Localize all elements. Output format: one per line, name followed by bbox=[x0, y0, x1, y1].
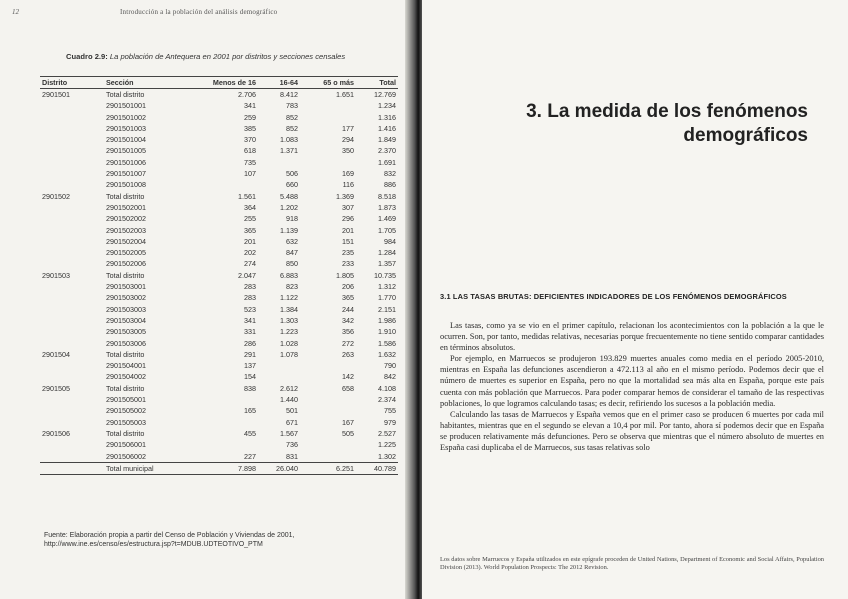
district-total-row bbox=[40, 89, 398, 101]
cell-distrito bbox=[40, 100, 104, 111]
left-page bbox=[0, 0, 412, 599]
cell-distrito: 2901502 bbox=[42, 191, 70, 201]
cell-65-mas: 1.651 bbox=[336, 90, 355, 99]
cell-menos-16: 2.047 bbox=[238, 270, 257, 280]
cell-65-mas: 151 bbox=[342, 236, 355, 246]
header-menos-16: Menos de 16 bbox=[182, 77, 258, 89]
cell-65-mas: 272 bbox=[342, 338, 355, 348]
cell-16-64: 823 bbox=[285, 282, 298, 292]
census-table-wrap bbox=[40, 76, 398, 475]
cell-65-mas bbox=[300, 100, 356, 111]
cell-distrito bbox=[40, 315, 104, 326]
cell-16-64: 2.612 bbox=[279, 383, 298, 393]
cell-menos-16: 385 bbox=[244, 123, 257, 133]
cell-total: 1.316 bbox=[378, 112, 396, 122]
cell-seccion: 2901502006 bbox=[106, 259, 146, 269]
cell-65-mas bbox=[300, 394, 356, 405]
cell-menos-16: 364 bbox=[244, 202, 257, 212]
cell-distrito bbox=[40, 168, 104, 179]
cell-seccion: 2901503002 bbox=[106, 293, 146, 303]
table-row bbox=[40, 405, 398, 416]
cell-distrito: 2901504 bbox=[42, 349, 70, 359]
grand-total-label: Total municipal bbox=[104, 462, 182, 474]
cell-seccion: 2901505001 bbox=[106, 395, 146, 405]
cell-65-mas: 356 bbox=[342, 327, 355, 337]
cell-seccion: 2901504002 bbox=[106, 372, 146, 382]
district-total-row bbox=[40, 428, 398, 439]
cell-menos-16: 286 bbox=[244, 338, 257, 348]
cell-menos-16 bbox=[182, 439, 258, 450]
cell-distrito bbox=[40, 371, 104, 382]
cell-total: 2.527 bbox=[378, 428, 396, 438]
cell-distrito bbox=[40, 360, 104, 371]
cell-65-mas: 233 bbox=[342, 259, 355, 269]
cell-16-64: 1.122 bbox=[279, 293, 298, 303]
cell-distrito bbox=[40, 225, 104, 236]
cell-distrito bbox=[40, 112, 104, 123]
table-header-row bbox=[40, 77, 398, 89]
cell-menos-16 bbox=[182, 179, 258, 190]
cell-65-mas: 263 bbox=[342, 349, 355, 359]
grand-total-blank bbox=[40, 462, 104, 474]
cell-seccion: 2901503006 bbox=[106, 338, 146, 348]
cell-16-64: 660 bbox=[285, 180, 298, 190]
header-distrito: Distrito bbox=[40, 77, 104, 89]
cell-65-mas: 294 bbox=[342, 135, 355, 145]
cell-65-mas: 296 bbox=[342, 214, 355, 224]
cell-menos-16 bbox=[182, 417, 258, 428]
table-row bbox=[40, 371, 398, 382]
table-row bbox=[40, 112, 398, 123]
cell-menos-16: 227 bbox=[244, 451, 257, 461]
cell-16-64 bbox=[258, 371, 300, 382]
cell-seccion: 2901502003 bbox=[106, 225, 146, 235]
grand-total-16-64: 26.040 bbox=[258, 462, 300, 474]
cell-16-64: 1.384 bbox=[279, 304, 298, 314]
cell-65-mas: 142 bbox=[342, 372, 355, 382]
cell-total: 832 bbox=[384, 169, 396, 179]
cell-65-mas: 342 bbox=[342, 315, 355, 325]
cell-menos-16: 283 bbox=[244, 293, 257, 303]
cell-65-mas bbox=[300, 405, 356, 416]
chapter-title bbox=[526, 100, 808, 148]
cell-65-mas: 201 bbox=[342, 225, 355, 235]
header-total: Total bbox=[356, 77, 398, 89]
cell-seccion: Total distrito bbox=[106, 90, 145, 99]
cell-distrito bbox=[40, 134, 104, 145]
cell-total: 8.518 bbox=[378, 191, 396, 201]
cell-total: 1.849 bbox=[378, 135, 396, 145]
cell-distrito bbox=[40, 326, 104, 337]
cell-16-64: 1.078 bbox=[279, 349, 298, 359]
cell-menos-16: 165 bbox=[244, 406, 257, 416]
body-text bbox=[440, 320, 824, 453]
cell-menos-16: 283 bbox=[244, 282, 257, 292]
cell-seccion: 2901506002 bbox=[106, 451, 146, 461]
cell-seccion: 2901505003 bbox=[106, 417, 146, 427]
cell-16-64: 831 bbox=[285, 451, 298, 461]
cell-total: 842 bbox=[384, 372, 396, 382]
cell-16-64: 1.303 bbox=[279, 315, 298, 325]
cell-distrito bbox=[40, 439, 104, 450]
cell-seccion: 2901503005 bbox=[106, 327, 146, 337]
cell-65-mas: 177 bbox=[342, 123, 355, 133]
cell-distrito bbox=[40, 292, 104, 303]
cell-16-64: 847 bbox=[285, 248, 298, 258]
cell-menos-16: 274 bbox=[244, 259, 257, 269]
cell-distrito bbox=[40, 213, 104, 224]
cell-seccion: Total distrito bbox=[106, 191, 145, 201]
grand-total-65-mas: 6.251 bbox=[300, 462, 356, 474]
cell-distrito bbox=[40, 123, 104, 134]
cell-menos-16: 154 bbox=[244, 372, 257, 382]
table-caption bbox=[66, 52, 345, 61]
table-row bbox=[40, 134, 398, 145]
cell-menos-16: 259 bbox=[244, 112, 257, 122]
cell-65-mas: 206 bbox=[342, 282, 355, 292]
cell-65-mas: 235 bbox=[342, 248, 355, 258]
table-row bbox=[40, 417, 398, 428]
cell-total: 1.416 bbox=[378, 123, 396, 133]
cell-16-64: 1.139 bbox=[279, 225, 298, 235]
district-total-row bbox=[40, 270, 398, 281]
cell-65-mas bbox=[300, 439, 356, 450]
cell-16-64: 850 bbox=[285, 259, 298, 269]
cell-seccion: 2901501006 bbox=[106, 157, 146, 167]
cell-menos-16: 618 bbox=[244, 146, 257, 156]
cell-seccion: Total distrito bbox=[106, 383, 145, 393]
cell-65-mas: 244 bbox=[342, 304, 355, 314]
cell-seccion: 2901504001 bbox=[106, 361, 146, 371]
table-row bbox=[40, 213, 398, 224]
cell-16-64: 918 bbox=[285, 214, 298, 224]
cell-distrito: 2901506 bbox=[42, 428, 70, 438]
cell-65-mas bbox=[300, 157, 356, 168]
cell-menos-16: 107 bbox=[244, 169, 257, 179]
cell-total: 1.302 bbox=[378, 451, 396, 461]
cell-distrito: 2901503 bbox=[42, 270, 70, 280]
cell-menos-16: 341 bbox=[244, 101, 257, 111]
cell-menos-16: 255 bbox=[244, 214, 257, 224]
cell-16-64: 852 bbox=[285, 123, 298, 133]
cell-65-mas: 169 bbox=[342, 169, 355, 179]
cell-total: 1.357 bbox=[378, 259, 396, 269]
cell-seccion: 2901506001 bbox=[106, 440, 146, 450]
cell-total: 1.873 bbox=[378, 202, 396, 212]
cell-distrito bbox=[40, 179, 104, 190]
cell-65-mas bbox=[300, 360, 356, 371]
cell-16-64: 8.412 bbox=[279, 90, 298, 99]
cell-seccion: 2901501002 bbox=[106, 112, 146, 122]
cell-menos-16: 201 bbox=[244, 236, 257, 246]
cell-menos-16 bbox=[182, 394, 258, 405]
cell-seccion: Total distrito bbox=[106, 349, 145, 359]
cell-total: 1.632 bbox=[378, 349, 396, 359]
cell-total: 1.586 bbox=[378, 338, 396, 348]
paragraph: Las tasas, como ya se vio en el primer capítulo, relacionan los acontecimientos con la población a la que le ocurren. Son, por tanto, medidas relativas, necesarias porque frecuentemente no tiene sentido comparar cantidades en términos absolutos. bbox=[440, 321, 824, 353]
table-row bbox=[40, 247, 398, 258]
cell-menos-16: 331 bbox=[244, 327, 257, 337]
cell-total: 755 bbox=[384, 406, 396, 416]
cell-seccion: 2901503001 bbox=[106, 282, 146, 292]
table-row bbox=[40, 168, 398, 179]
district-total-row bbox=[40, 349, 398, 360]
cell-16-64: 632 bbox=[285, 236, 298, 246]
cell-menos-16: 291 bbox=[244, 349, 257, 359]
cell-total: 2.374 bbox=[378, 395, 396, 405]
table-row bbox=[40, 145, 398, 156]
cell-menos-16: 341 bbox=[244, 315, 257, 325]
table-row bbox=[40, 258, 398, 269]
source-note: Fuente: Elaboración propia a partir del Censo de Población y Viviendas de 2001, http://www.ine.es/censo/es/estructura.jsp?t=MDUB.UDTEOTIVO_PTM bbox=[44, 532, 295, 548]
cell-65-mas: 116 bbox=[342, 180, 355, 190]
cell-total: 1.770 bbox=[378, 293, 396, 303]
cell-65-mas: 505 bbox=[342, 428, 355, 438]
table-row bbox=[40, 439, 398, 450]
header-65-mas: 65 o más bbox=[300, 77, 356, 89]
cell-total: 1.234 bbox=[378, 101, 396, 111]
cell-16-64: 1.083 bbox=[279, 135, 298, 145]
cell-16-64: 506 bbox=[285, 169, 298, 179]
table-row bbox=[40, 123, 398, 134]
cell-65-mas: 1.805 bbox=[336, 270, 355, 280]
cell-distrito bbox=[40, 405, 104, 416]
table-row bbox=[40, 281, 398, 292]
grand-total-total: 40.789 bbox=[356, 462, 398, 474]
census-table-body bbox=[40, 89, 398, 463]
cell-seccion: Total distrito bbox=[106, 428, 145, 438]
cell-seccion: 2901505002 bbox=[106, 406, 146, 416]
header-seccion: Sección bbox=[104, 77, 182, 89]
cell-seccion: 2901502005 bbox=[106, 248, 146, 258]
cell-total: 1.910 bbox=[378, 327, 396, 337]
cell-16-64: 1.028 bbox=[279, 338, 298, 348]
cell-menos-16: 455 bbox=[244, 428, 257, 438]
census-table bbox=[40, 76, 398, 475]
table-row bbox=[40, 100, 398, 111]
cell-seccion: 2901503003 bbox=[106, 304, 146, 314]
cell-distrito bbox=[40, 281, 104, 292]
cell-distrito bbox=[40, 394, 104, 405]
cell-menos-16: 2.706 bbox=[238, 90, 257, 99]
grand-total-row bbox=[40, 462, 398, 474]
cell-menos-16: 838 bbox=[244, 383, 257, 393]
cell-total: 4.108 bbox=[378, 383, 396, 393]
footnote: Los datos sobre Marruecos y España utilizados en este epígrafe proceden de United Nations, Department of Economic and Social Affairs, Population Division (2013). World Population Prospects: The 2012 Revision. bbox=[440, 556, 824, 571]
cell-total: 886 bbox=[384, 180, 396, 190]
cell-16-64: 671 bbox=[285, 417, 298, 427]
cell-menos-16: 370 bbox=[244, 135, 257, 145]
cell-16-64: 5.488 bbox=[279, 191, 298, 201]
table-row bbox=[40, 179, 398, 190]
cell-total: 1.312 bbox=[378, 282, 396, 292]
cell-65-mas: 365 bbox=[342, 293, 355, 303]
cell-total: 979 bbox=[384, 417, 396, 427]
table-row bbox=[40, 292, 398, 303]
table-row bbox=[40, 202, 398, 213]
cell-distrito bbox=[40, 417, 104, 428]
cell-16-64: 783 bbox=[285, 101, 298, 111]
cell-distrito: 2901501 bbox=[42, 90, 70, 99]
cell-seccion: 2901502001 bbox=[106, 202, 146, 212]
paragraph: Por ejemplo, en Marruecos se produjeron 193.829 muertes anuales como media en el período 2005-2010, mientras en España las defunciones ascendieron a 472.113 al año en el mismo período. Podemos decir que el número de muertes es superior en España, pero no que la mortalidad sea más alta en España, porque este país cuenta con más población que Marruecos. Para poder comparar hemos de considerar el tamaño de las respectivas poblaciones, lo que logramos calculando tasas; es decir, refiriendo los sucesos a la población media. bbox=[440, 354, 824, 408]
cell-distrito bbox=[40, 451, 104, 463]
cell-total: 1.225 bbox=[378, 440, 396, 450]
cell-seccion: 2901503004 bbox=[106, 315, 146, 325]
cell-menos-16: 365 bbox=[244, 225, 257, 235]
cell-65-mas: 1.369 bbox=[336, 191, 355, 201]
table-row bbox=[40, 315, 398, 326]
cell-seccion: 2901501004 bbox=[106, 135, 146, 145]
table-row bbox=[40, 360, 398, 371]
cell-16-64: 501 bbox=[285, 406, 298, 416]
cell-16-64: 1.371 bbox=[279, 146, 298, 156]
cell-seccion: Total distrito bbox=[106, 270, 145, 280]
section-heading: 3.1 LAS TASAS BRUTAS: DEFICIENTES INDICADORES DE LOS FENÓMENOS DEMOGRÁFICOS bbox=[440, 292, 787, 301]
cell-menos-16: 1.561 bbox=[238, 191, 257, 201]
table-row bbox=[40, 157, 398, 168]
cell-distrito bbox=[40, 202, 104, 213]
cell-menos-16: 202 bbox=[244, 248, 257, 258]
cell-total: 2.151 bbox=[378, 304, 396, 314]
right-page bbox=[422, 0, 848, 599]
cell-65-mas: 167 bbox=[342, 417, 355, 427]
cell-total: 2.370 bbox=[378, 146, 396, 156]
cell-distrito: 2901505 bbox=[42, 383, 70, 393]
running-head-title: Introducción a la población del análisis demográfico bbox=[120, 8, 278, 16]
cell-seccion: 2901501008 bbox=[106, 180, 146, 190]
grand-total-menos-16: 7.898 bbox=[182, 462, 258, 474]
table-row bbox=[40, 236, 398, 247]
cell-menos-16: 137 bbox=[244, 361, 257, 371]
cell-total: 790 bbox=[384, 361, 396, 371]
cell-65-mas: 350 bbox=[342, 146, 355, 156]
table-row bbox=[40, 304, 398, 315]
page-number: 12 bbox=[12, 8, 19, 16]
cell-seccion: 2901502004 bbox=[106, 236, 146, 246]
cell-16-64 bbox=[258, 360, 300, 371]
cell-distrito bbox=[40, 304, 104, 315]
cell-distrito bbox=[40, 258, 104, 269]
table-row bbox=[40, 326, 398, 337]
table-row bbox=[40, 225, 398, 236]
table-row bbox=[40, 451, 398, 463]
cell-total: 10.735 bbox=[374, 270, 396, 280]
cell-menos-16: 735 bbox=[244, 157, 257, 167]
table-row bbox=[40, 338, 398, 349]
cell-menos-16: 523 bbox=[244, 304, 257, 314]
cell-total: 1.986 bbox=[378, 315, 396, 325]
chapter-title-line-1: 3. La medida de los fenómenos bbox=[526, 101, 808, 122]
district-total-row bbox=[40, 191, 398, 202]
cell-seccion: 2901501005 bbox=[106, 146, 146, 156]
cell-65-mas bbox=[300, 112, 356, 123]
cell-distrito bbox=[40, 157, 104, 168]
table-caption-text: La población de Antequera en 2001 por distritos y secciones censales bbox=[109, 52, 346, 61]
cell-16-64: 6.883 bbox=[279, 270, 298, 280]
cell-16-64: 736 bbox=[285, 440, 298, 450]
cell-distrito bbox=[40, 145, 104, 156]
chapter-title-line-2: demográficos bbox=[683, 125, 808, 146]
cell-seccion: 2901502002 bbox=[106, 214, 146, 224]
cell-distrito bbox=[40, 338, 104, 349]
cell-total: 984 bbox=[384, 236, 396, 246]
cell-65-mas bbox=[300, 451, 356, 463]
district-total-row bbox=[40, 383, 398, 394]
cell-16-64: 1.223 bbox=[279, 327, 298, 337]
table-caption-label: Cuadro 2.9: bbox=[66, 52, 108, 61]
cell-16-64: 852 bbox=[285, 112, 298, 122]
cell-distrito bbox=[40, 247, 104, 258]
cell-16-64: 1.440 bbox=[279, 395, 298, 405]
cell-total: 1.705 bbox=[378, 225, 396, 235]
cell-16-64: 1.202 bbox=[279, 202, 298, 212]
cell-seccion: 2901501007 bbox=[106, 169, 146, 179]
cell-total: 1.691 bbox=[378, 157, 396, 167]
cell-total: 12.769 bbox=[374, 90, 396, 99]
cell-65-mas: 658 bbox=[342, 383, 355, 393]
cell-total: 1.284 bbox=[378, 248, 396, 258]
table-row bbox=[40, 394, 398, 405]
cell-distrito bbox=[40, 236, 104, 247]
cell-16-64: 1.567 bbox=[279, 428, 298, 438]
cell-seccion: 2901501003 bbox=[106, 123, 146, 133]
cell-seccion: 2901501001 bbox=[106, 101, 146, 111]
cell-total: 1.469 bbox=[378, 214, 396, 224]
cell-65-mas: 307 bbox=[342, 202, 355, 212]
paragraph: Calculando las tasas de Marruecos y España vemos que en el primer caso se producen 6 muertes por cada mil habitantes, mientras que en el segundo se elevan a 10,4 por mil. Por tanto, ahora sí podemos decir que en España se producen relativamente más defunciones. Pero se observa que mientras que el número absoluto de muertes en España casi duplicaba el de Marruecos, sus tasas relativas solo bbox=[440, 409, 824, 453]
cell-16-64 bbox=[258, 157, 300, 168]
header-16-64: 16-64 bbox=[258, 77, 300, 89]
